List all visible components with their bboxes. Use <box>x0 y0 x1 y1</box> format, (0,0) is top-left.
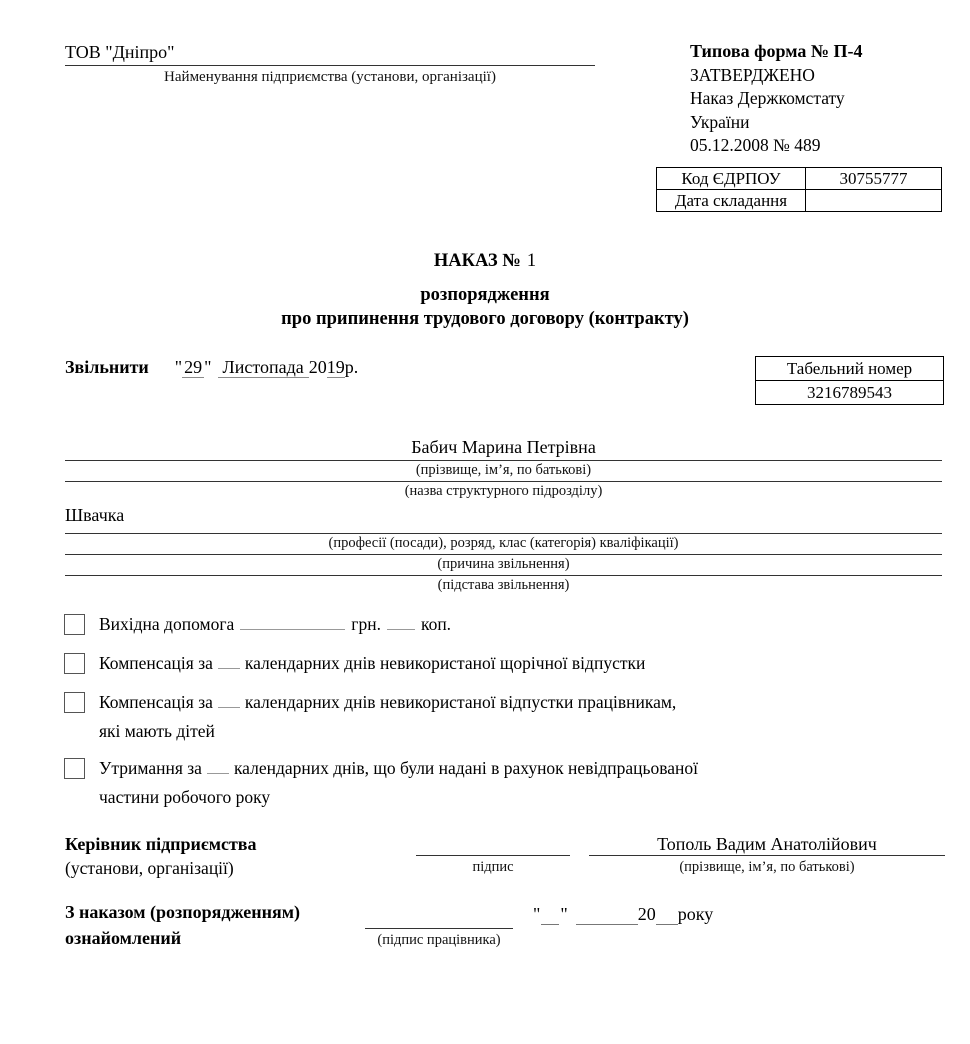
compile-date-label: Дата складання <box>657 190 806 212</box>
blank-line <box>207 758 229 774</box>
dismiss-month: Листопада <box>218 357 309 378</box>
tab-number-label: Табельний номер <box>756 357 943 381</box>
tab-number-box <box>755 356 944 405</box>
approved-line: Наказ Держкомстату <box>690 88 845 108</box>
compensation-rest: календарних днів невикористаної відпустки працівникам, <box>244 692 677 712</box>
employee-signature-caption: (підпис працівника) <box>377 932 501 948</box>
director-name-caption: (прізвище, ім’я, по батькові) <box>679 859 855 875</box>
acknowledgement-date-col <box>513 899 945 951</box>
signature-caption: підпис <box>472 859 514 875</box>
line-1 <box>99 688 676 717</box>
blank-line <box>218 653 240 669</box>
order-label: НАКАЗ № <box>433 251 521 271</box>
codes-table-block <box>656 167 942 212</box>
employee-name-value: Бабич Марина Петрівна <box>411 437 596 457</box>
blank-line <box>576 909 638 925</box>
line-2: які мають дітей <box>99 721 215 741</box>
approved-line: 05.12.2008 № 489 <box>690 135 821 155</box>
option-withholding <box>64 754 950 812</box>
date-year-suffix: року <box>677 904 714 924</box>
order-title <box>0 249 970 273</box>
director-label-normal: (установи, організації) <box>65 858 234 878</box>
severance-text <box>99 610 451 639</box>
withholding-label: Утримання за <box>99 758 202 778</box>
kop-label: коп. <box>420 614 452 634</box>
withholding-text <box>99 754 698 812</box>
option-severance-pay <box>64 610 950 639</box>
director-label-bold: Керівник підприємства <box>65 834 257 854</box>
compile-date-value <box>806 190 942 212</box>
dismiss-century: 20 <box>308 357 327 377</box>
acknowledgement-label-line2: ознайомлений <box>65 928 182 948</box>
edrpou-value: 30755777 <box>806 168 942 190</box>
director-name-value: Тополь Вадим Анатолійович <box>589 826 945 856</box>
severance-checkbox[interactable] <box>64 614 85 635</box>
signature-line <box>416 826 570 856</box>
compensation-label: Компенсація за <box>99 692 213 712</box>
dismiss-day: 29 <box>184 357 203 377</box>
employee-fields-block <box>65 437 942 596</box>
approved-line: України <box>690 111 750 132</box>
table-row <box>657 168 942 190</box>
blank-line <box>218 692 240 708</box>
option-compensation-children <box>64 688 950 746</box>
compensation-annual-text <box>99 649 645 678</box>
blank-line <box>387 614 415 630</box>
dismiss-year-suffix: р. <box>344 357 359 377</box>
blank-line <box>541 909 559 925</box>
tab-number-value: 3216789543 <box>807 383 892 402</box>
table-row <box>657 190 942 212</box>
acknowledgement-date-line <box>533 899 945 925</box>
line-1 <box>99 754 698 783</box>
line-2: частини робочого року <box>99 787 271 807</box>
dismiss-year: 19 <box>326 357 345 377</box>
quote-mark: " <box>174 357 183 377</box>
quote-mark: " <box>204 357 212 377</box>
document-title-block <box>0 249 970 331</box>
compensation-annual-checkbox[interactable] <box>64 653 85 674</box>
director-name-col <box>570 826 945 879</box>
withholding-checkbox[interactable] <box>64 758 85 779</box>
employee-signature-line <box>365 899 513 929</box>
acknowledgement-label-col <box>65 899 365 951</box>
order-number: 1 <box>526 251 537 271</box>
payment-options-block <box>64 610 950 820</box>
approved-line: ЗАТВЕРДЖЕНО <box>690 64 815 85</box>
withholding-rest: календарних днів, що були надані в рахунок невідпрацьованої <box>233 758 698 778</box>
acknowledgement-label-line1: З наказом (розпорядженням) <box>65 902 301 922</box>
compensation-rest: календарних днів невикористаної щорічної відпустки <box>244 653 646 673</box>
severance-label: Вихідна допомога <box>99 614 235 634</box>
employee-name-caption: (прізвище, ім’я, по батькові) <box>65 460 942 481</box>
hrn-label: грн. <box>351 614 381 634</box>
option-compensation-annual <box>64 649 950 678</box>
dismiss-reason-caption: (причина звільнення) <box>65 554 942 575</box>
company-block <box>65 42 595 86</box>
dismiss-basis-caption: (підстава звільнення) <box>65 575 942 596</box>
director-sign-col <box>416 826 570 879</box>
quote-mark: " <box>533 904 541 924</box>
blank-line <box>240 614 345 630</box>
order-subject: про припинення трудового договору (контракту) <box>281 309 689 329</box>
director-signature-block <box>65 826 945 879</box>
form-number-title: Типова форма № П-4 <box>690 41 863 61</box>
dismiss-date-line <box>65 357 358 378</box>
order-subtitle: розпорядження <box>420 285 550 305</box>
date-century: 20 <box>637 904 656 924</box>
compensation-children-checkbox[interactable] <box>64 692 85 713</box>
form-approval-block <box>690 40 863 158</box>
edrpou-label: Код ЄДРПОУ <box>657 168 806 190</box>
director-label-col <box>65 826 416 879</box>
dismiss-label: Звільнити <box>65 357 149 377</box>
quote-mark: " <box>560 904 568 924</box>
employee-sign-col <box>365 899 513 951</box>
blank-line <box>656 909 678 925</box>
division-caption: (назва структурного підрозділу) <box>65 481 942 502</box>
profession-value: Швачка <box>65 505 125 525</box>
codes-table <box>656 167 942 212</box>
company-name-caption: Найменування підприємства (установи, організації) <box>164 69 496 85</box>
compensation-label: Компенсація за <box>99 653 213 673</box>
compensation-children-text <box>99 688 676 746</box>
profession-caption: (професії (посади), розряд, клас (категорія) кваліфікації) <box>65 533 942 554</box>
company-name: ТОВ "Дніпро" <box>65 42 595 66</box>
acknowledgement-block <box>65 899 945 951</box>
